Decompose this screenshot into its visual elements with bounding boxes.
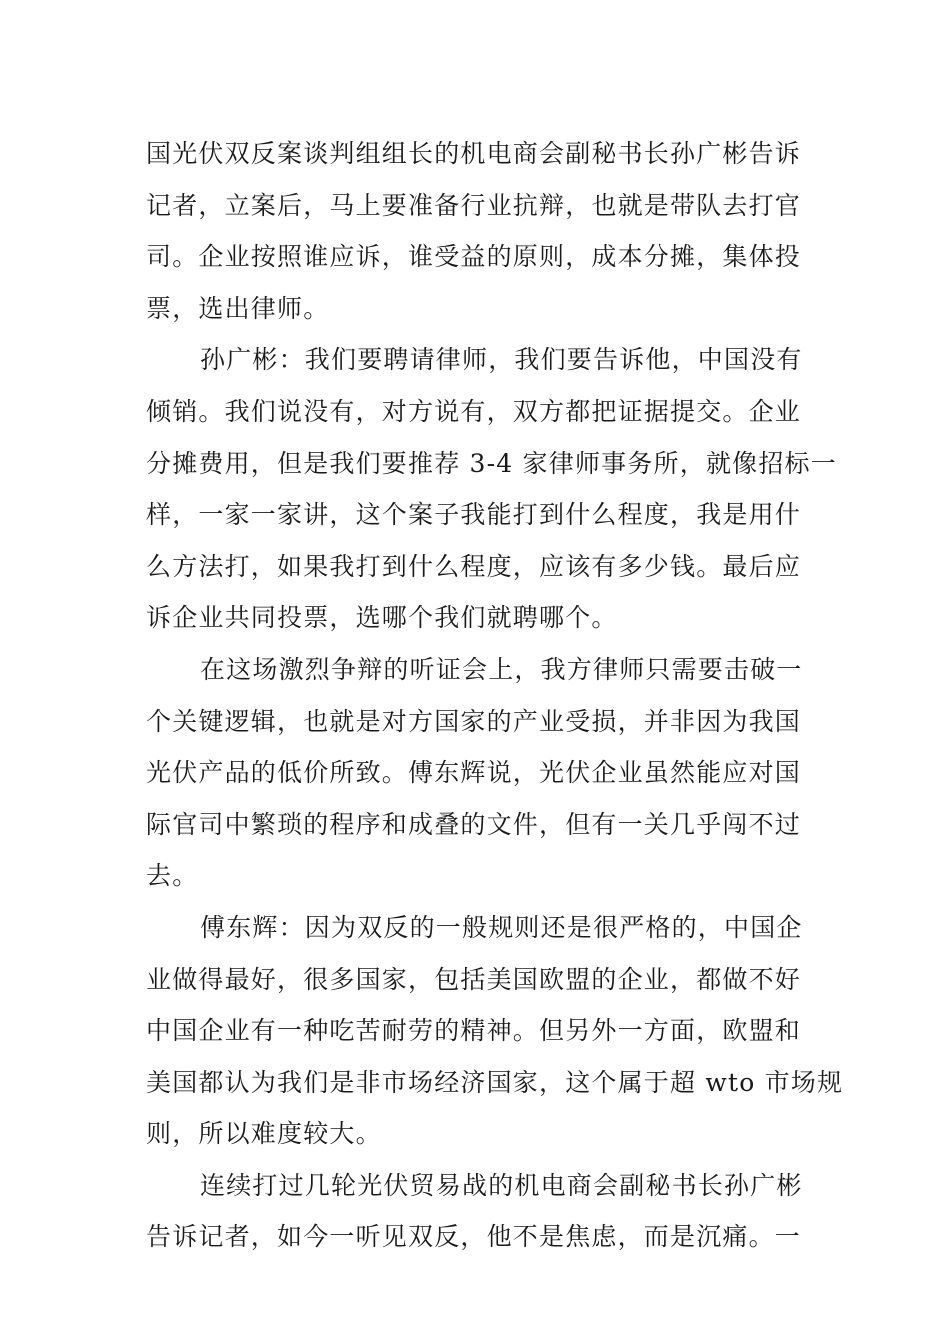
text-line: 连续打过几轮光伏贸易战的机电商会副秘书长孙广彬 — [200, 1170, 803, 1200]
text-line: 票，选出律师。 — [146, 293, 330, 323]
text-line: 么方法打，如果我打到什么程度，应该有多少钱。最后应 — [146, 551, 802, 581]
text-line: 分摊费用，但是我们要推荐 3-4 家律师事务所，就像招标一 — [146, 448, 837, 478]
text-line: 孙广彬：我们要聘请律师，我们要告诉他，中国没有 — [200, 345, 803, 375]
text-line: 诉企业共同投票，选哪个我们就聘哪个。 — [146, 603, 618, 633]
text-line: 在这场激烈争辩的听证会上，我方律师只需要击破一 — [200, 654, 803, 684]
text-line: 记者，立案后，马上要准备行业抗辩，也就是带队去打官 — [146, 190, 802, 220]
text-line: 个关键逻辑，也就是对方国家的产业受损，并非因为我国 — [146, 706, 802, 736]
text-line: 倾销。我们说没有，对方说有，双方都把证据提交。企业 — [146, 396, 802, 426]
paragraph — [146, 128, 806, 334]
paragraph — [146, 644, 806, 902]
text-line: 际官司中繁琐的程序和成叠的文件，但有一关几乎闯不过 — [146, 809, 802, 839]
paragraph — [146, 1160, 806, 1263]
text-line: 傅东辉：因为双反的一般规则还是很严格的，中国企 — [200, 912, 803, 942]
text-line: 则，所以难度较大。 — [146, 1119, 382, 1149]
text-line: 去。 — [146, 861, 199, 891]
text-line: 光伏产品的低价所致。傅东辉说，光伏企业虽然能应对国 — [146, 758, 802, 788]
text-line: 告诉记者，如今一听见双反，他不是焦虑，而是沉痛。一 — [146, 1222, 802, 1252]
text-line: 国光伏双反案谈判组组长的机电商会副秘书长孙广彬告诉 — [146, 139, 802, 168]
text-line: 中国企业有一种吃苦耐劳的精神。但另外一方面，欧盟和 — [146, 1016, 802, 1046]
document-body — [146, 128, 844, 1263]
text-line: 业做得最好，很多国家，包括美国欧盟的企业，都做不好 — [146, 964, 802, 994]
text-line: 美国都认为我们是非市场经济国家，这个属于超 wto 市场规 — [146, 1067, 844, 1097]
paragraph — [146, 334, 837, 644]
text-line: 司。企业按照谁应诉，谁受益的原则，成本分摊，集体投 — [146, 242, 802, 272]
paragraph — [146, 902, 844, 1160]
text-line: 样，一家一家讲，这个案子我能打到什么程度，我是用什 — [146, 500, 802, 530]
